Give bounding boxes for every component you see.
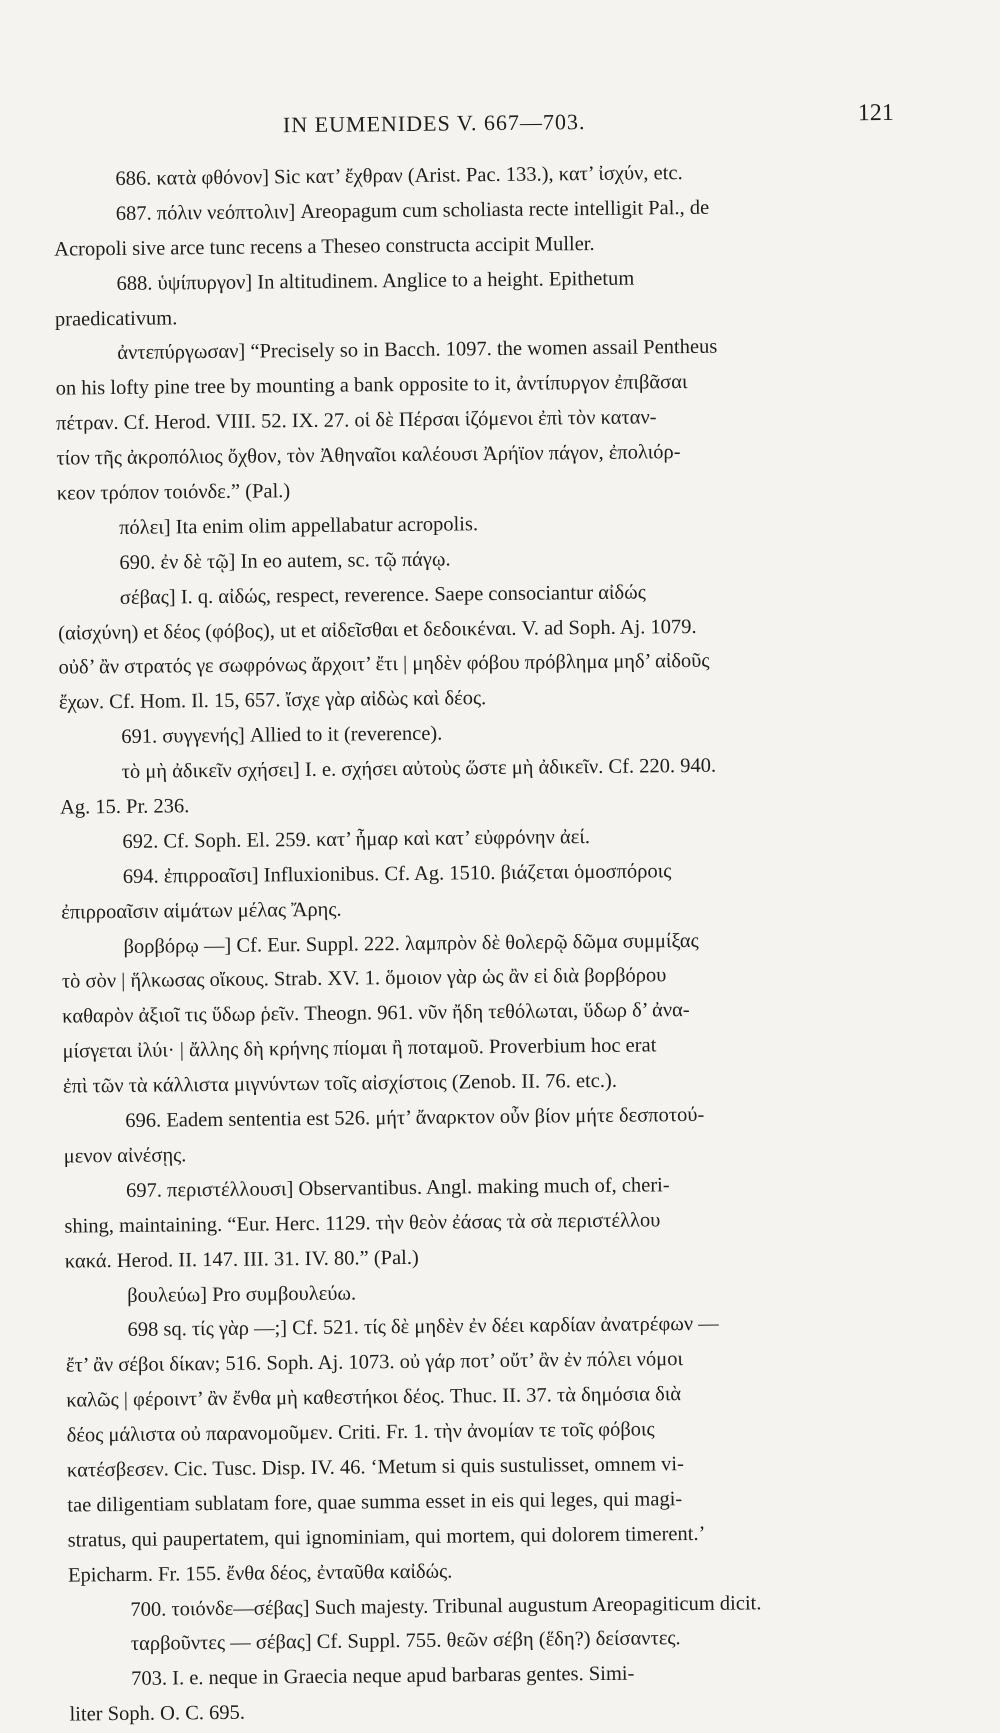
text-line: δέος μάλιστα οὐ παρανομοῦμεν. Criti. Fr. 1. τὴν ἀνομίαν τε τοῖς φόβοις bbox=[66, 1418, 655, 1447]
text-line: 691. συγγενής] Allied to it (reverence). bbox=[121, 722, 443, 749]
text-line: tae diligentiam sublatam fore, quae summa esset in eis qui leges, qui magi- bbox=[67, 1487, 683, 1517]
text-line: καλῶς | φέροιντ’ ἂν ἔνθα μὴ καθεστήκοι δέος. Thuc. II. 37. τὰ δημόσια διὰ bbox=[66, 1383, 682, 1412]
text-line: βουλεύω] Pro συμβουλεύω. bbox=[127, 1282, 357, 1307]
text-line: Acropoli sive arce tunc recens a Theseo constructa accipit Muller. bbox=[54, 232, 595, 261]
text-line: οὐδ’ ἂν στρατός γε σωφρόνως ἄρχοιτ’ ἔτι | μηδὲν φόβου πρόβλημα μηδ’ αἰδοῦς bbox=[58, 650, 710, 680]
commentary-text bbox=[53, 154, 869, 1732]
text-line: βορβόρῳ —] Cf. Eur. Suppl. 222. λαμπρὸν δὲ θολερῷ δῶμα συμμίξας bbox=[123, 929, 699, 958]
text-line: stratus, qui paupertatem, qui ignominiam, qui mortem, qui dolorem timerent.’ bbox=[67, 1522, 706, 1552]
text-line: Epicharm. Fr. 155. ἔνθα δέος, ἐνταῦθα καἰδώς. bbox=[67, 1560, 453, 1587]
text-line: κακά. Herod. II. 147. III. 31. IV. 80.” (Pal.) bbox=[64, 1246, 419, 1273]
running-head: IN EUMENIDES V. 667—703. bbox=[282, 109, 586, 138]
text-line: 700. τοιόνδε—σέβας] Such majesty. Tribunal augustum Areopagiticum dicit. bbox=[130, 1591, 762, 1621]
text-line: πόλει] Ita enim olim appellabatur acropolis. bbox=[119, 513, 479, 539]
text-line: σέβας] I. q. αἰδώς, respect, reverence. Saepe consociantur αἰδώς bbox=[119, 581, 646, 609]
text-line: ἀντεπύργωσαν] “Precisely so in Bacch. 1097. the women assail Pentheus bbox=[117, 336, 718, 365]
text-line: (αἰσχύνη) et δέος (φόβος), ut et αἰδεῖσθαι et δεδοικέναι. V. ad Soph. Aj. 1079. bbox=[58, 615, 697, 645]
text-line: on his lofty pine tree by mounting a bank opposite to it, ἀντίπυργον ἐπιβᾶσαι bbox=[55, 371, 688, 400]
text-line: ἔχων. Cf. Hom. Il. 15, 657. ἴσχε γὰρ αἰδὼς καὶ δέος. bbox=[58, 687, 487, 714]
text-line: τὸ σὸν | ἥλκωσας οἴκους. Strab. XV. 1. ὅμοιον γὰρ ὡς ἂν εἰ διὰ βορβόρου bbox=[61, 964, 667, 994]
text-line: 692. Cf. Soph. El. 259. κατ’ ἦμαρ καὶ κατ’ εὐφρόνην ἀεί. bbox=[122, 825, 591, 853]
text-line: 694. ἐπιρροαῖσι] Influxionibus. Cf. Ag. 1510. βιάζεται ὁμοσπόροις bbox=[122, 860, 672, 888]
text-line: 698 sq. τίς γὰρ —;] Cf. 521. τίς δὲ μηδὲν ἐν δέει καρδίαν ἀνατρέφων — bbox=[127, 1313, 719, 1342]
text-line: κατέσβεσεν. Cic. Tusc. Disp. IV. 46. ‘Metum si quis sustulisset, omnem vi- bbox=[66, 1453, 684, 1482]
text-line: 696. Eadem sententia est 526. μήτ’ ἄναρκτον οὖν βίον μήτε δεσποτού- bbox=[125, 1103, 705, 1132]
text-line: τὸ μὴ ἀδικεῖν σχήσει] I. e. σχήσει αὐτοὺς ὥστε μὴ ἀδικεῖν. Cf. 220. 940. bbox=[121, 754, 717, 784]
text-line: ἐπιρροαῖσιν αἱμάτων μέλας Ἄρης. bbox=[61, 898, 342, 924]
text-line: 703. I. e. neque in Graecia neque apud barbaras gentes. Simi- bbox=[131, 1662, 635, 1691]
text-line: 697. περιστέλλουσι] Observantibus. Angl. making much of, cheri- bbox=[125, 1174, 670, 1202]
text-line: μενον αἰνέσῃς. bbox=[63, 1144, 187, 1168]
text-line: 686. κατὰ φθόνον] Sic κατ’ ἔχθραν (Arist. Pac. 133.), κατ’ ἰσχύν, etc. bbox=[115, 162, 683, 190]
text-line: ἐπὶ τῶν τὰ κάλλιστα μιγνύντων τοῖς αἰσχίστοις (Zenob. II. 76. etc.). bbox=[62, 1069, 618, 1098]
text-line: 687. πόλιν νεόπτολιν] Areopagum cum scholiasta recte intelligit Pal., de bbox=[115, 196, 710, 225]
text-line: τίον τῆς ἀκροπόλιος ὄχθον, τὸν Ἀθηναῖοι καλέουσι Ἀρήϊον πάγον, ἐπολιόρ- bbox=[56, 441, 681, 470]
text-line: praedicativum. bbox=[54, 306, 178, 331]
text-line: ταρβοῦντες — σέβας] Cf. Suppl. 755. θεῶν σέβη (ἕδη?) δείσαντες. bbox=[130, 1627, 681, 1656]
text-line: ἔτ’ ἂν σέβοι δίκαν; 516. Soph. Aj. 1073. οὐ γάρ ποτ’ οὔτ’ ἂν ἐν πόλει νόμοι bbox=[65, 1348, 684, 1377]
page-number: 121 bbox=[857, 99, 894, 127]
text-line: μίσγεται ἰλύι· | ἄλλης δὴ κρήνης πίομαι ἢ ποταμοῦ. Proverbium hoc erat bbox=[62, 1034, 657, 1063]
text-line: liter Soph. O. C. 695. bbox=[69, 1701, 246, 1726]
text-line: κεον τρόπον τοιόνδε.” (Pal.) bbox=[56, 480, 291, 505]
text-line: καθαρὸν ἀξιοῖ τις ὕδωρ ῥεῖν. Theogn. 961. νῦν ἤδη τεθόλωται, ὕδωρ δ’ ἀνα- bbox=[62, 999, 690, 1028]
text-line: shing, maintaining. “Eur. Herc. 1129. τὴν θεὸν ἐάσας τὰ σὰ περιστέλλου bbox=[64, 1209, 661, 1238]
text-line: Ag. 15. Pr. 236. bbox=[59, 795, 190, 819]
text-line: 688. ὑψίπυργον] In altitudinem. Anglice to a height. Epithetum bbox=[116, 267, 635, 295]
text-line: πέτραν. Cf. Herod. VIII. 52. IX. 27. οἱ δὲ Πέρσαι ἱζόμενοι ἐπὶ τὸν καταν- bbox=[55, 406, 657, 435]
text-line: 690. ἐν δὲ τῷ] In eo autem, sc. τῷ πάγῳ. bbox=[119, 548, 451, 574]
